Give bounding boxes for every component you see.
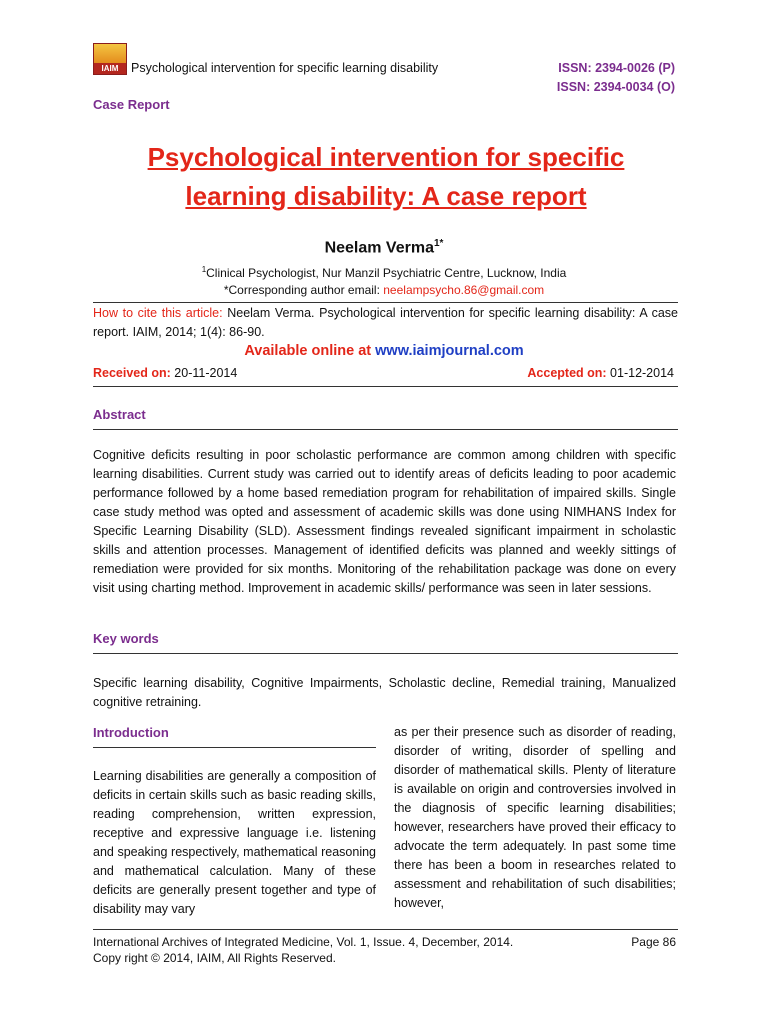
author-name-text: Neelam Verma bbox=[324, 239, 434, 257]
title-line-1: Psychological intervention for specific bbox=[147, 142, 625, 172]
abstract-heading: Abstract bbox=[93, 407, 146, 422]
available-label: Available online at bbox=[244, 343, 376, 359]
page-footer bbox=[93, 934, 676, 966]
logo-text: IAIM bbox=[94, 63, 126, 74]
introduction-heading: Introduction bbox=[93, 725, 169, 740]
affiliation bbox=[0, 265, 768, 280]
corresponding-label: *Corresponding author email: bbox=[223, 283, 384, 297]
available-online bbox=[0, 343, 768, 359]
divider-introduction bbox=[93, 747, 376, 748]
accepted-label: Accepted on: bbox=[527, 366, 607, 380]
divider-dates bbox=[93, 386, 678, 387]
author-email-link[interactable]: neelampsycho.86@gmail.com bbox=[383, 283, 545, 297]
author-name bbox=[0, 238, 768, 257]
issn-online: ISSN: 2394-0034 (O) bbox=[556, 80, 675, 94]
citation-text: Neelam Verma. Psychological intervention for specific learning disability: A case report. IAIM, 2014; 1(4): 86-90. bbox=[93, 306, 678, 339]
accepted-value: 01-12-2014 bbox=[606, 366, 674, 380]
received-label: Received on: bbox=[93, 366, 171, 380]
keywords-heading: Key words bbox=[93, 631, 159, 646]
keywords-text: Specific learning disability, Cognitive Impairments, Scholastic decline, Remedial training, Manualized cognitive retraining. bbox=[93, 676, 676, 709]
divider-abstract bbox=[93, 429, 678, 430]
divider-top bbox=[93, 302, 678, 303]
affiliation-superscript: 1 bbox=[201, 265, 207, 274]
running-title: Psychological intervention for specific learning disability bbox=[131, 61, 439, 75]
footer-journal: International Archives of Integrated Medicine, Vol. 1, Issue. 4, December, 2014. bbox=[93, 935, 514, 949]
citation-label: How to cite this article: bbox=[93, 306, 223, 320]
issn-print: ISSN: 2394-0026 (P) bbox=[558, 61, 675, 75]
corresponding-author bbox=[0, 283, 768, 297]
article-type: Case Report bbox=[93, 97, 170, 112]
page-number: Page 86 bbox=[631, 935, 676, 949]
journal-logo bbox=[93, 43, 127, 75]
article-title bbox=[60, 138, 712, 216]
affiliation-text: Clinical Psychologist, Nur Manzil Psychiatric Centre, Lucknow, India bbox=[206, 266, 567, 280]
accepted-date bbox=[527, 366, 674, 380]
received-value: 20-11-2014 bbox=[170, 366, 238, 380]
logo-emblem bbox=[94, 44, 126, 64]
journal-url-link[interactable]: www.iaimjournal.com bbox=[375, 343, 524, 359]
introduction-right-column: as per their presence such as disorder of reading, disorder of writing, disorder of spelling and disorder of mathematical skills. Plenty of literature is available on origin and controversies involved in the diagnosis of specific learning disabilities; however, researchers have proved their efficacy to advocate the term adequately. In past some time there has been a boom in researches related to assessment and rehabilitation of such disabilities; however, bbox=[394, 725, 676, 910]
abstract-text: Cognitive deficits resulting in poor scholastic performance are common among children with specific learning disabilities. Current study was carried out to identify areas of deficits leading to poor academic performance followed by a home based remediation program for rehabilitation of impaired skills. Single case study method was opted and assessment of academic skills was done using NIMHANS Index for Specific Learning Disability (SLD). Assessment findings revealed significant impairment in scholastic skills and attention processes. Management of identified deficits was planned and weekly sittings of remediation were provided for six months. Monitoring of the rehabilitation package was done on every visit using charting method. Improvement in academic skills/ performance was seen in later sessions. bbox=[93, 448, 676, 595]
received-date bbox=[93, 366, 237, 380]
introduction-left-column: Learning disabilities are generally a composition of deficits in certain skills such as basic reading skills, reading comprehension, written expression, receptive and expressive language i.e. listening and speaking respectively, mathematical reasoning and mathematical calculation. Many of these deficits are generally present together and type of disability may vary bbox=[93, 769, 376, 916]
title-line-2: learning disability: A case report bbox=[185, 181, 587, 211]
citation-block bbox=[93, 304, 678, 342]
author-superscript: 1* bbox=[433, 238, 444, 249]
divider-keywords bbox=[93, 653, 678, 654]
divider-footer bbox=[93, 929, 678, 930]
footer-copyright: Copy right © 2014, IAIM, All Rights Reserved. bbox=[93, 951, 336, 965]
